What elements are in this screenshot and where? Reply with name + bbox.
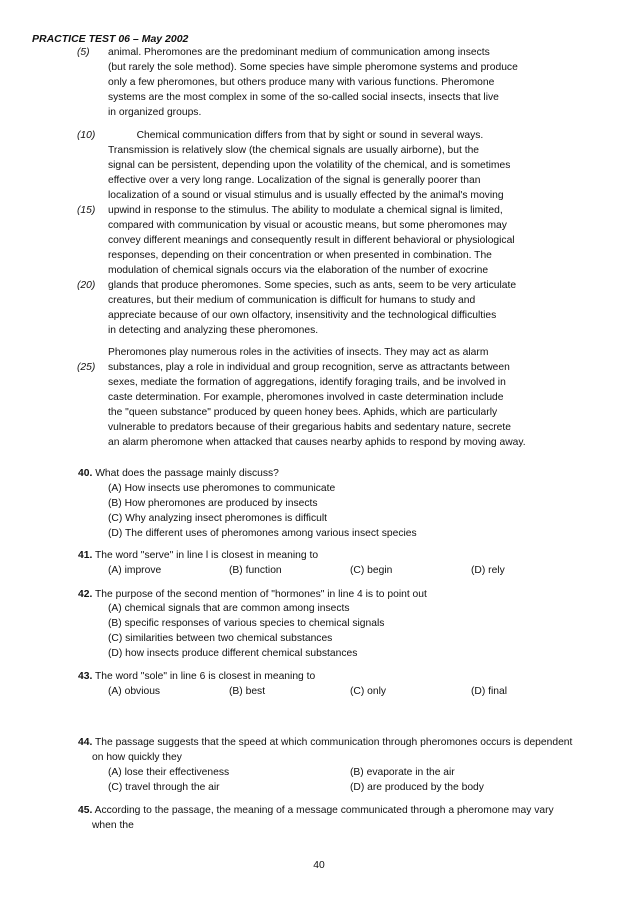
passage-line: appreciate because of our own olfactory, insensitivity and the technological difficulties	[108, 310, 497, 321]
passage-line: only a few pheromones, but others produce many with various functions. Pheromone	[108, 77, 495, 88]
passage-line: upwind in response to the stimulus. The ability to modulate a chemical signal is limited,	[108, 205, 503, 216]
question-42-option-c: (C) similarities between two chemical substances	[108, 633, 333, 644]
question-42-option-d: (D) how insects produce different chemical substances	[108, 648, 358, 659]
passage-line: animal. Pheromones are the predominant medium of communication among insects	[108, 47, 490, 58]
passage-line: in organized groups.	[108, 107, 202, 118]
question-41-option-a: (A) improve	[108, 565, 162, 576]
passage-line-number: (25)	[77, 362, 96, 373]
passage-line: sexes, mediate the formation of aggregations, identify foraging trails, and be involved in	[108, 377, 506, 388]
question-44-stem: 44. The passage suggests that the speed at which communication through pheromones occurs is dependent	[78, 737, 573, 748]
passage-line: creatures, but their medium of communication is difficult for humans to study and	[108, 295, 476, 306]
passage-line: vulnerable to predators because of their gregarious habits and sedentary nature, secrete	[108, 422, 511, 433]
question-44-option-d: (D) are produced by the body	[350, 782, 484, 793]
passage-line: (but rarely the sole method). Some species have simple pheromone systems and produce	[108, 62, 518, 73]
passage-line: substances, play a role in individual and group recognition, serve as attractants between	[108, 362, 510, 373]
question-44-option-c: (C) travel through the air	[108, 782, 220, 793]
question-45-stem-cont: when the	[92, 820, 134, 831]
question-41-option-c: (C) begin	[350, 565, 393, 576]
passage-line: glands that produce pheromones. Some species, such as ants, seem to be very articulate	[108, 280, 517, 291]
passage-line: Chemical communication differs from that by sight or sound in several ways.	[108, 130, 484, 141]
question-40-option-b: (B) How pheromones are produced by insects	[108, 498, 318, 509]
passage-line: convey different meanings and consequently result in different behavioral or physiological	[108, 235, 515, 246]
question-42-option-a: (A) chemical signals that are common among insects	[108, 603, 350, 614]
passage-line: modulation of chemical signals occurs via the elaboration of the number of exocrine	[108, 265, 489, 276]
page-header: PRACTICE TEST 06 – May 2002	[32, 33, 189, 45]
passage-line: signal can be persistent, depending upon the volatility of the chemical, and is sometimes	[108, 160, 511, 171]
passage-line: Transmission is relatively slow (the chemical signals are usually airborne), but the	[108, 145, 480, 156]
question-43-option-d: (D) final	[471, 686, 508, 697]
passage-line-number: (5)	[77, 47, 90, 58]
question-43-option-a: (A) obvious	[108, 686, 161, 697]
passage-line-number: (10)	[77, 130, 96, 141]
question-43-option-c: (C) only	[350, 686, 387, 697]
question-43-option-b: (B) best	[229, 686, 266, 697]
page-number: 40	[313, 860, 325, 871]
question-44-option-b: (B) evaporate in the air	[350, 767, 455, 778]
passage-line: effective over a very long range. Localization of the signal is generally poorer than	[108, 175, 481, 186]
question-42-option-b: (B) specific responses of various species to chemical signals	[108, 618, 385, 629]
question-45-stem: 45. According to the passage, the meaning of a message communicated through a pheromone may vary	[78, 805, 554, 816]
passage-line: Pheromones play numerous roles in the activities of insects. They may act as alarm	[108, 347, 489, 358]
question-40-stem: 40. What does the passage mainly discuss?	[78, 468, 279, 479]
question-40-option-d: (D) The different uses of pheromones among various insect species	[108, 528, 417, 539]
passage-line: an alarm pheromone when attacked that causes nearby aphids to respond by moving away.	[108, 437, 526, 448]
question-40-option-a: (A) How insects use pheromones to communicate	[108, 483, 336, 494]
passage-line: localization of a sound or visual stimulus and is usually effected by the animal's moving	[108, 190, 504, 201]
question-41-option-b: (B) function	[229, 565, 282, 576]
passage-line: compared with communication by visual or acoustic means, but some pheromones may	[108, 220, 507, 231]
passage-line: in detecting and analyzing these pheromones.	[108, 325, 319, 336]
passage-line-number: (15)	[77, 205, 96, 216]
passage-line: caste determination. For example, pheromones involved in caste determination include	[108, 392, 504, 403]
passage-line: responses, depending on their concentration or when presented in combination. The	[108, 250, 492, 261]
question-43-stem: 43. The word "sole" in line 6 is closest in meaning to	[78, 671, 316, 682]
passage-line-number: (20)	[77, 280, 96, 291]
passage-line: the "queen substance" produced by queen honey bees. Aphids, which are particularly	[108, 407, 498, 418]
question-41-stem: 41. The word "serve" in line l is closest in meaning to	[78, 550, 319, 561]
question-44-option-a: (A) lose their effectiveness	[108, 767, 230, 778]
question-40-option-c: (C) Why analyzing insect pheromones is difficult	[108, 513, 327, 524]
question-44-stem-cont: on how quickly they	[92, 752, 182, 763]
passage-line: systems are the most complex in some of the so-called social insects, insects that live	[108, 92, 499, 103]
question-42-stem: 42. The purpose of the second mention of "hormones" in line 4 is to point out	[78, 589, 427, 600]
question-41-option-d: (D) rely	[471, 565, 505, 576]
